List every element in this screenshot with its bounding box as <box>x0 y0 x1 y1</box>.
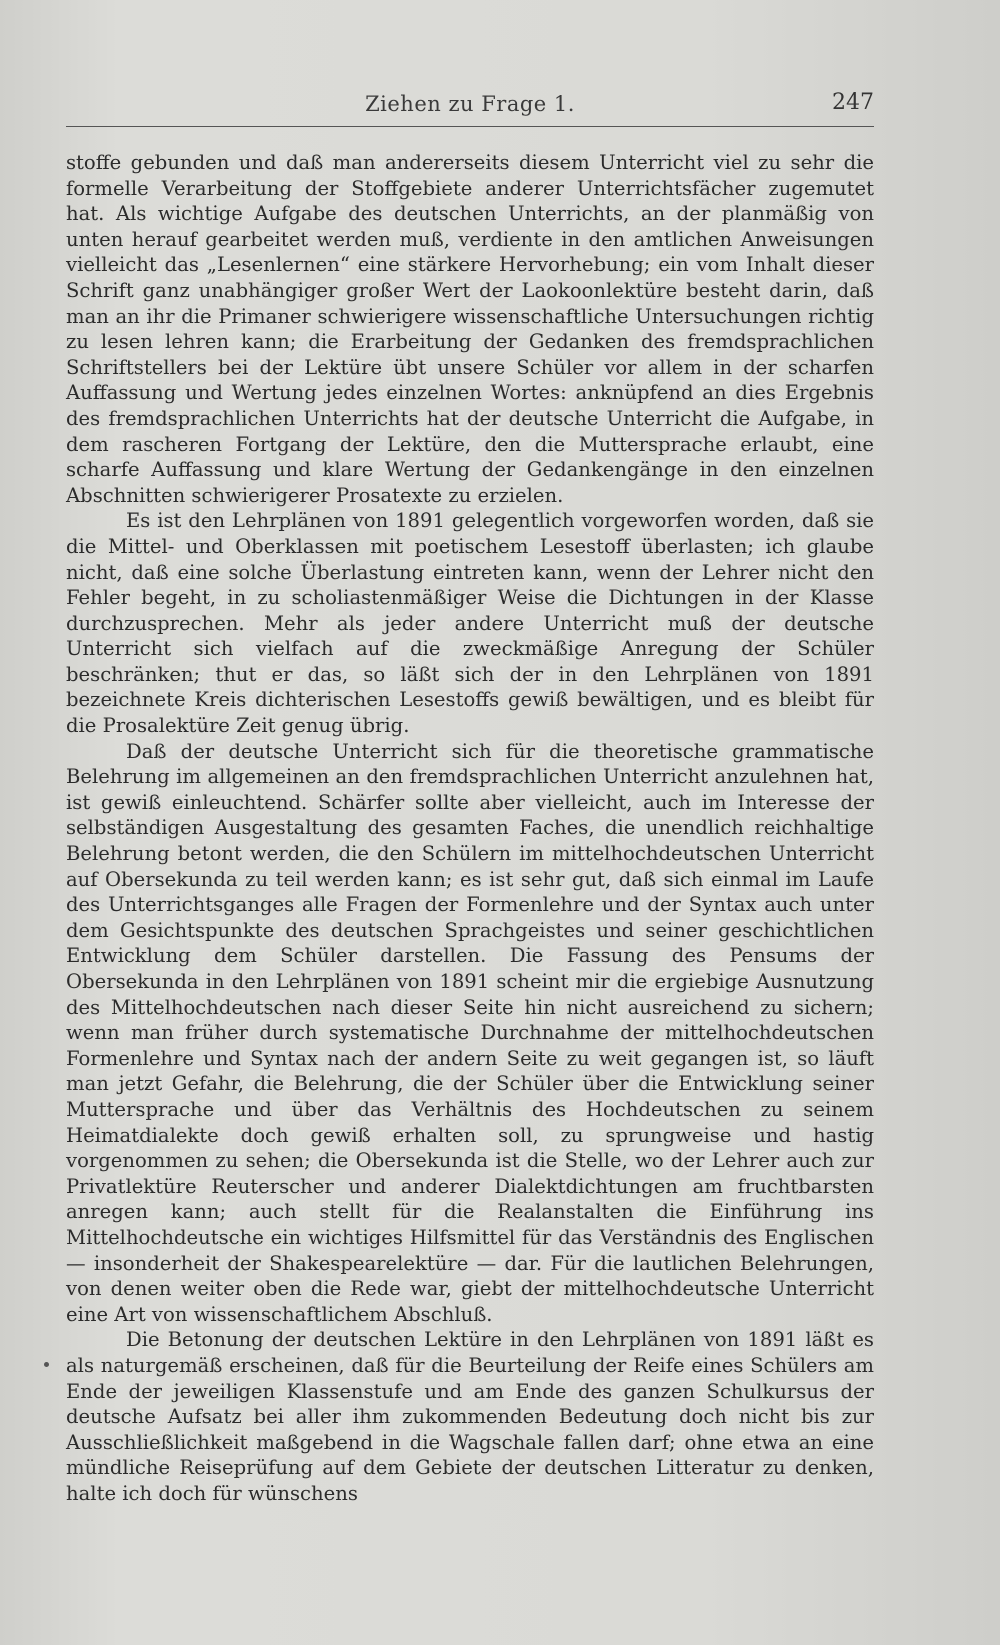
paragraph-1: stoffe gebunden und daß man andererseits diesem Unterricht viel zu sehr die formelle Verarbeitung der Stoffgebiete anderer Unterrichtsfächer zugemutet hat. Als wichtige Aufgabe des deutschen Unterrichts, an der planmäßig von unten herauf gearbeitet werden muß, verdiente in den amtlichen Anweisungen vielleicht das „Lesenlernen“ eine stärkere Hervorhebung; ein vom Inhalt dieser Schrift ganz unabhängiger großer Wert der Laokoonlektüre besteht darin, daß man an ihr die Primaner schwierigere wissenschaftliche Untersuchungen richtig zu lesen lehren kann; die Erarbeitung der Gedanken des fremdsprachlichen Schriftstellers bei der Lektüre übt unsere Schüler vor allem in der scharfen Auffassung und Wertung jedes einzelnen Wortes: anknüpfend an dies Ergebnis des fremdsprachlichen Unterrichts hat der deutsche Unterricht die Aufgabe, in dem rascheren Fortgang der Lektüre, den die Muttersprache erlaubt, eine scharfe Auffassung und klare Wertung der Gedankengänge in den einzelnen Abschnitten schwierigerer Prosatexte zu erzielen. <box>66 151 874 507</box>
page-header <box>66 92 874 122</box>
running-title: Ziehen zu Frage 1. <box>365 92 575 116</box>
header-rule <box>66 126 874 127</box>
margin-mark <box>44 1362 49 1367</box>
paragraph-2: Es ist den Lehrplänen von 1891 gelegentlich vorgeworfen worden, daß sie die Mittel- und Oberklassen mit poetischem Lesestoff überlasten; ich glaube nicht, daß eine solche Überlastung eintreten kann, wenn der Lehrer nicht den Fehler begeht, in zu scholiastenmäßiger Weise die Dichtungen in der Klasse durchzusprechen. Mehr als jeder andere Unterricht muß der deutsche Unterricht sich vielfach auf die zweckmäßige Anregung der Schüler beschränken; thut er das, so läßt sich der in den Lehrplänen von 1891 bezeichnete Kreis dichterischen Lesestoffs gewiß bewältigen, und es bleibt für die Prosalektüre Zeit genug übrig. <box>66 509 874 738</box>
body-text <box>66 150 874 1506</box>
page-number: 247 <box>832 90 874 115</box>
paragraph-3: Daß der deutsche Unterricht sich für die theoretische grammatische Belehrung im allgemeinen an den fremdsprachlichen Unterricht anzulehnen hat, ist gewiß einleuchtend. Schärfer sollte aber vielleicht, auch im Interesse der selbständigen Ausgestaltung des gesamten Faches, die unendlich reichhaltige Belehrung betont werden, die den Schülern im mittelhochdeutschen Unterricht auf Obersekunda zu teil werden kann; es ist sehr gut, daß sich einmal im Laufe des Unterrichtsganges alle Fragen der Formenlehre und der Syntax auch unter dem Gesichtspunkte des deutschen Sprachgeistes und seiner geschichtlichen Entwicklung dem Schüler darstellen. Die Fassung des Pensums der Obersekunda in den Lehrplänen von 1891 scheint mir die ergiebige Ausnutzung des Mittelhochdeutschen nach dieser Seite hin nicht ausreichend zu sichern; wenn man früher durch systematische Durchnahme der mittelhochdeutschen Formenlehre und Syntax nach der andern Seite zu weit gegangen ist, so läuft man jetzt Gefahr, die Belehrung, die der Schüler über die Entwicklung seiner Muttersprache und über das Verhältnis des Hochdeutschen zu seinem Heimatdialekte doch gewiß erhalten soll, zu sprungweise und hastig vorgenommen zu sehen; die Obersekunda ist die Stelle, wo der Lehrer auch zur Privatlektüre Reuterscher und anderer Dialektdichtungen am fruchtbarsten anregen kann; auch stellt für die Realanstalten die Einführung ins Mittelhochdeutsche ein wichtiges Hilfsmittel für das Verständnis des Englischen — insonderheit der Shakespearelektüre — dar. Für die lautlichen Belehrungen, von denen weiter oben die Rede war, giebt der mittelhochdeutsche Unterricht eine Art von wissenschaftlichem Abschluß. <box>66 739 874 1326</box>
paragraph-4: Die Betonung der deutschen Lektüre in den Lehrplänen von 1891 läßt es als naturgemäß erscheinen, daß für die Beurteilung der Reife eines Schülers am Ende der jeweiligen Klassenstufe und am Ende des ganzen Schulkursus der deutsche Aufsatz bei aller ihm zukommenden Bedeutung doch nicht bis zur Ausschließlichkeit maßgebend in die Wagschale fallen darf; ohne etwa an eine mündliche Reiseprüfung auf dem Gebiete der deutschen Litteratur zu denken, halte ich doch für wünschens <box>66 1328 874 1505</box>
